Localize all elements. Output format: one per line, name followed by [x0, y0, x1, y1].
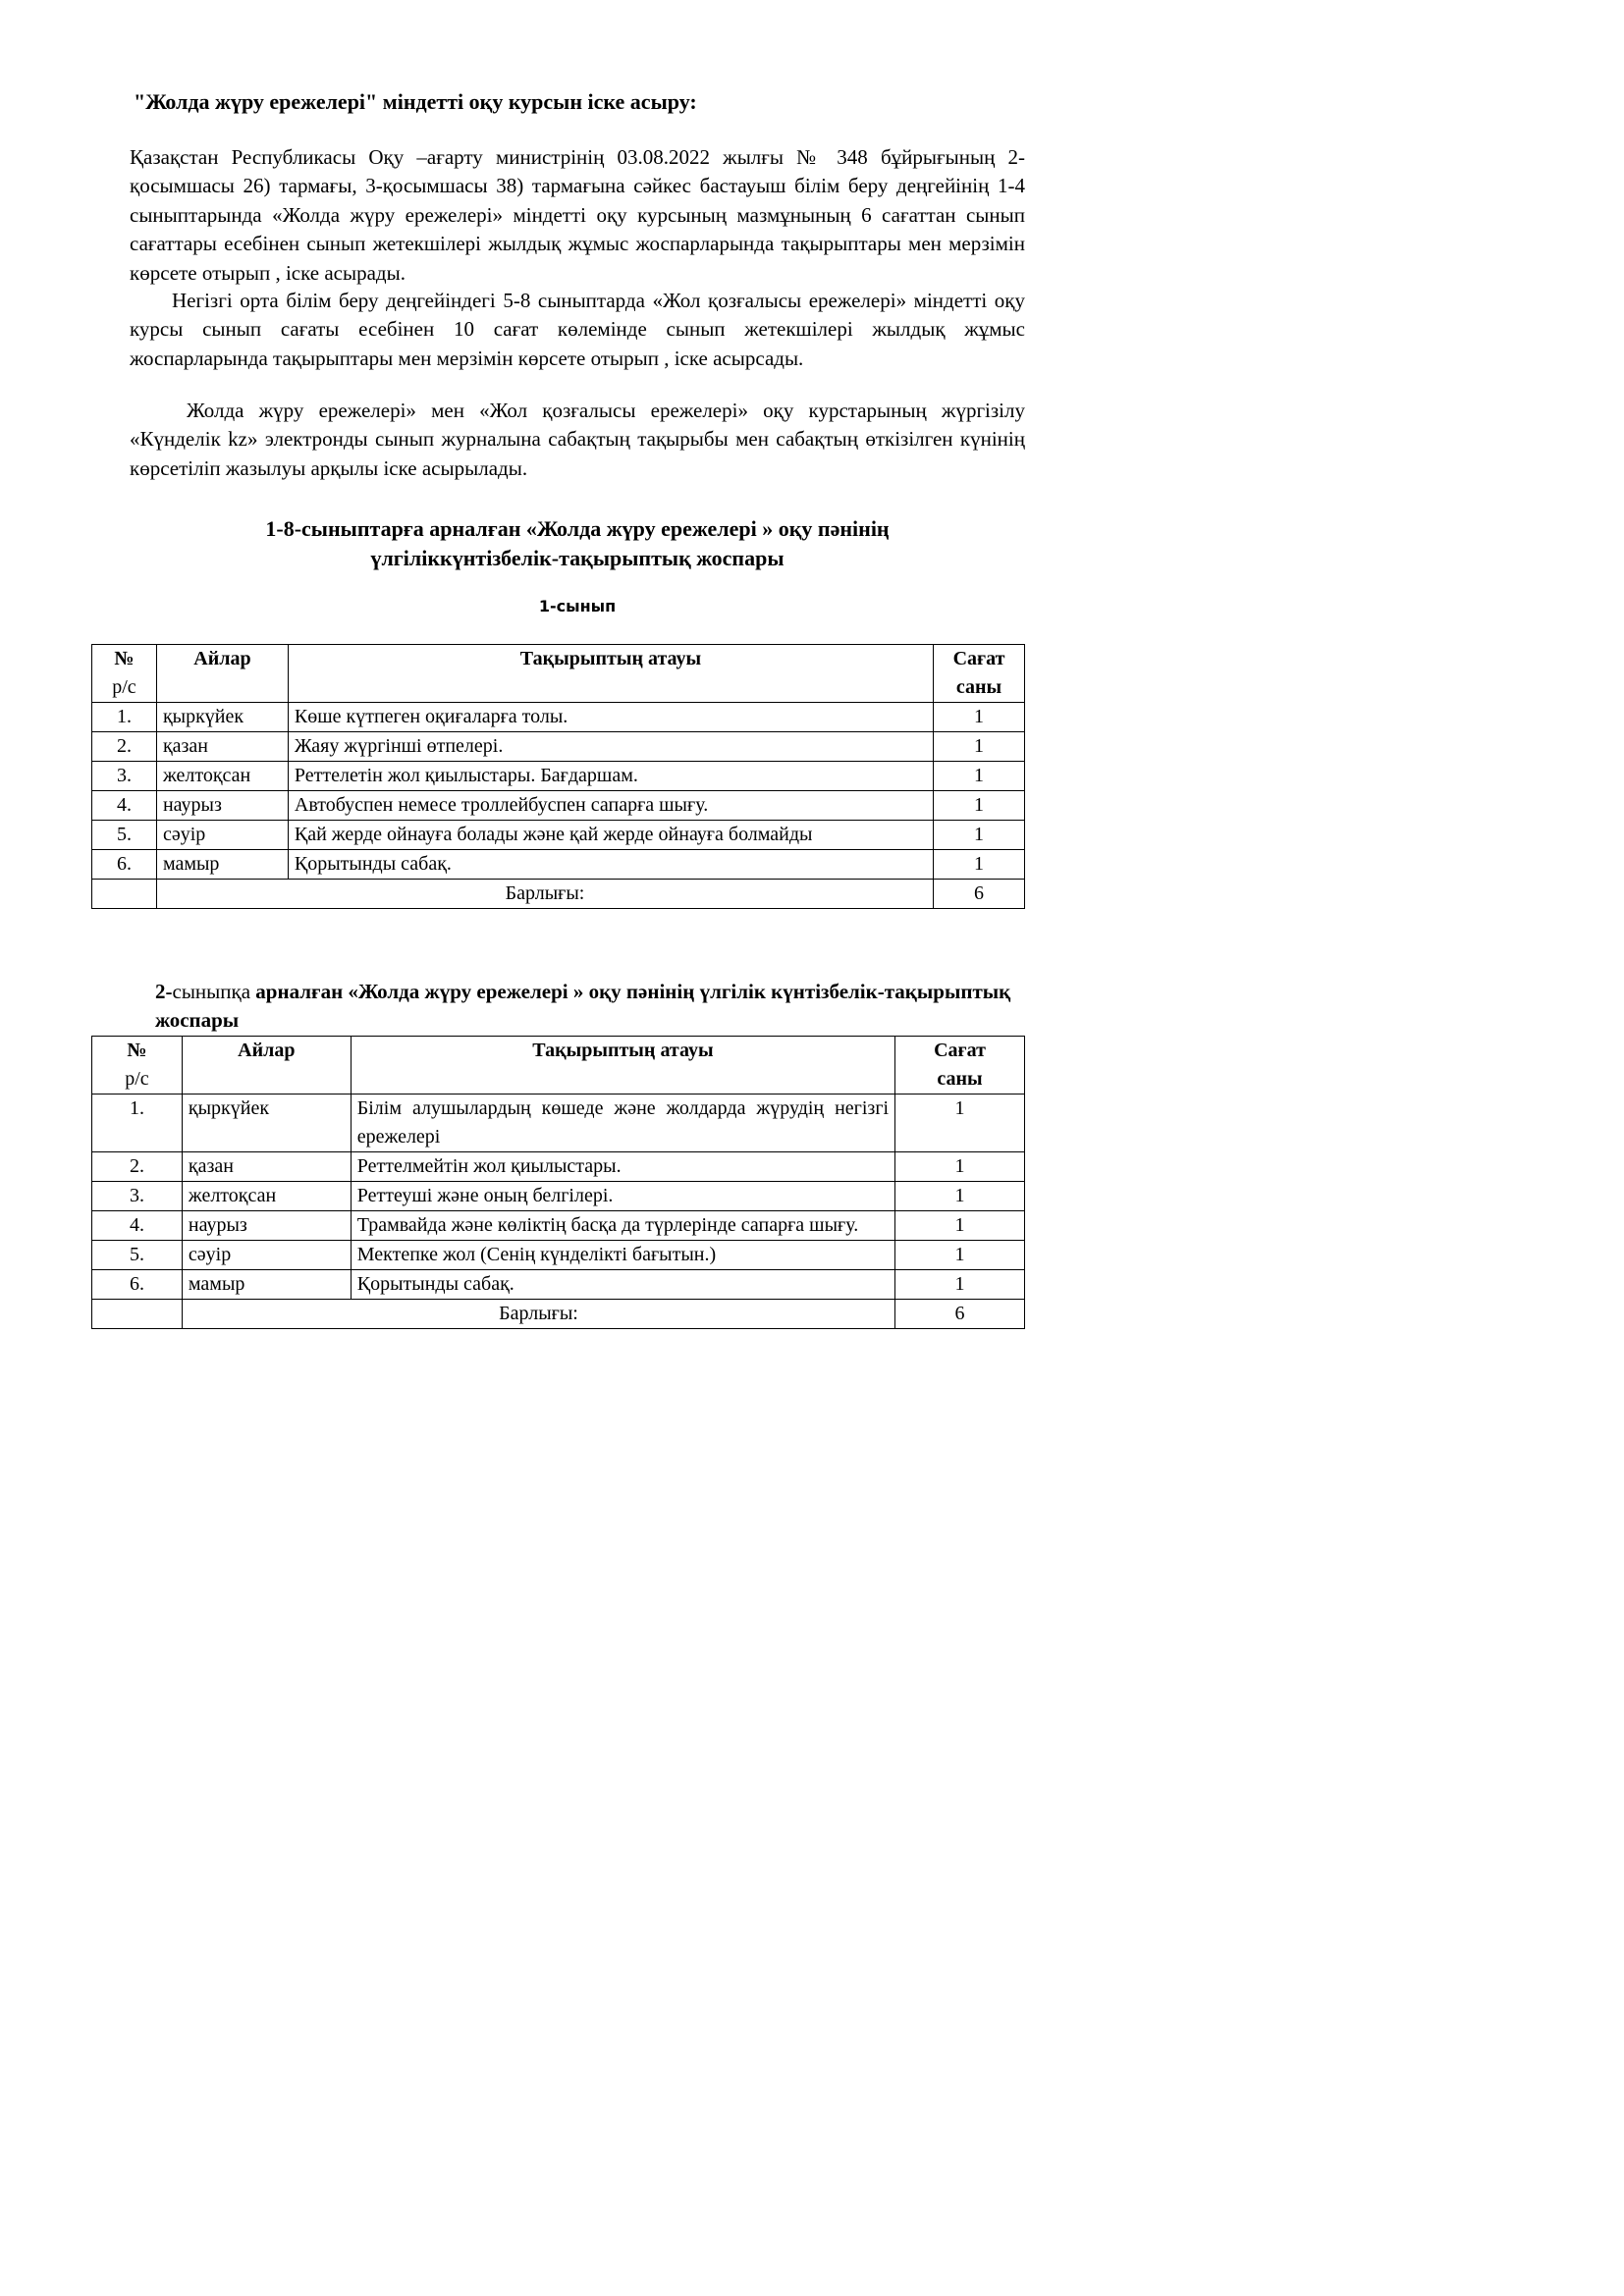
document-heading: "Жолда жүру ережелері" міндетті оқу курсын іске асыру:: [134, 89, 697, 114]
header-number-symbol: №: [127, 1040, 147, 1061]
row-hours: 1: [934, 850, 1025, 880]
row-month: сәуір: [182, 1241, 351, 1270]
grade2-plan-table: [91, 1036, 1025, 1329]
row-month: желтоқсан: [182, 1182, 351, 1211]
row-number: 5.: [92, 821, 157, 850]
plan-title-line2: үлгіліккүнтізбелік-тақырыптық жоспары: [370, 546, 785, 570]
header-month: Айлар: [182, 1037, 351, 1095]
row-hours: 1: [934, 821, 1025, 850]
header-topic: Тақырыптың атауы: [288, 645, 933, 703]
row-number: 4.: [92, 1211, 183, 1241]
row-topic: Трамвайда және көліктің басқа да түрлерінде сапарға шығу.: [351, 1211, 894, 1241]
total-empty-cell: [92, 880, 157, 909]
row-number: 3.: [92, 1182, 183, 1211]
header-number: [92, 1037, 183, 1095]
row-month: желтоқсан: [156, 762, 288, 791]
row-hours: 1: [895, 1152, 1025, 1182]
row-topic: Реттелетін жол қиылыстары. Бағдаршам.: [288, 762, 933, 791]
total-label: Барлығы:: [156, 880, 933, 909]
header-hours-line1: Сағат: [952, 648, 1005, 669]
table-row: [92, 1095, 1025, 1152]
table-header-row: [92, 645, 1025, 703]
row-topic: Қорытынды сабақ.: [351, 1270, 894, 1300]
grade1-label: 1-сынып: [538, 597, 617, 615]
table-row: [92, 1152, 1025, 1182]
table-row: [92, 703, 1025, 732]
total-empty-cell: [92, 1300, 183, 1329]
plan-title: [130, 514, 1025, 573]
row-month: қыркүйек: [156, 703, 288, 732]
row-hours: 1: [895, 1182, 1025, 1211]
total-value: 6: [895, 1300, 1025, 1329]
row-number: 5.: [92, 1241, 183, 1270]
paragraph-order-reference: Қазақстан Республикасы Оқу –ағарту министрінің 03.08.2022 жылғы № 348 бұйрығының 2-қосымшасы 26) тармағы, 3-қосымшасы 38) тармағына сәйкес бастауыш білім беру деңгейінің 1-4 сыныптарында «Жолда жүру ережелері» міндетті оқу курсының мазмұнының 6 сағаттан сынып сағаттары есебінен сынып жетекшілері жылдық жұмыс жоспарларында тақырыптары мен мерзімін көрсете отырып , іске асырады.: [130, 145, 1025, 285]
row-topic: Білім алушылардың көшеде және жолдарда жүрудің негізгі ережелері: [351, 1095, 894, 1152]
header-hours-line2: саны: [955, 676, 1002, 698]
table-row: [92, 850, 1025, 880]
table-row: [92, 1211, 1025, 1241]
paragraph-journal-entry: Жолда жүру ережелері» мен «Жол қозғалысы ережелері» оқу курстарының жүргізілу «Күнделік kz» электронды сынып журналына сабақтың тақырыбы мен сабақтың өткізілген күнінің көрсетіліп жазылуы арқылы іске асырылады.: [130, 399, 1025, 480]
row-month: мамыр: [182, 1270, 351, 1300]
header-number-abbr: р/с: [112, 676, 136, 698]
header-number-abbr: р/с: [125, 1068, 149, 1090]
table-row: [92, 1182, 1025, 1211]
table-row: [92, 732, 1025, 762]
table-total-row: [92, 1300, 1025, 1329]
document-page: [0, 0, 1080, 1527]
row-topic: Қай жерде ойнауға болады және қай жерде ойнауға болмайды: [288, 821, 933, 850]
grade1-plan-table: [91, 644, 1025, 909]
header-hours: [934, 645, 1025, 703]
row-topic: Жаяу жүргінші өтпелері.: [288, 732, 933, 762]
table-row: [92, 1241, 1025, 1270]
row-month: наурыз: [156, 791, 288, 821]
header-month: Айлар: [156, 645, 288, 703]
row-hours: 1: [895, 1095, 1025, 1152]
row-hours: 1: [934, 762, 1025, 791]
table-header-row: [92, 1037, 1025, 1095]
table-row: [92, 821, 1025, 850]
header-topic: Тақырыптың атауы: [351, 1037, 894, 1095]
row-month: қыркүйек: [182, 1095, 351, 1152]
row-number: 3.: [92, 762, 157, 791]
row-month: мамыр: [156, 850, 288, 880]
row-number: 1.: [92, 1095, 183, 1152]
row-topic: Қорытынды сабақ.: [288, 850, 933, 880]
grade2-caption-number: 2-: [155, 980, 173, 1003]
grade2-caption-grade: сыныпқа: [172, 980, 251, 1003]
total-value: 6: [934, 880, 1025, 909]
header-hours-line1: Сағат: [934, 1040, 986, 1061]
row-month: наурыз: [182, 1211, 351, 1241]
row-hours: 1: [895, 1241, 1025, 1270]
row-hours: 1: [934, 791, 1025, 821]
row-topic: Реттелмейтін жол қиылыстары.: [351, 1152, 894, 1182]
row-month: қазан: [182, 1152, 351, 1182]
row-hours: 1: [934, 732, 1025, 762]
row-number: 1.: [92, 703, 157, 732]
table-row: [92, 762, 1025, 791]
header-hours-line2: саны: [937, 1068, 983, 1090]
row-month: қазан: [156, 732, 288, 762]
header-number-symbol: №: [114, 648, 135, 669]
row-number: 6.: [92, 850, 157, 880]
table-total-row: [92, 880, 1025, 909]
table-row: [92, 1270, 1025, 1300]
row-month: сәуір: [156, 821, 288, 850]
row-topic: Автобуспен немесе троллейбуспен сапарға шығу.: [288, 791, 933, 821]
plan-title-line1: 1-8-сыныптарға арналған «Жолда жүру ережелері » оқу пәнінің: [265, 516, 890, 541]
row-topic: Мектепке жол (Сенің күнделікті бағытын.): [351, 1241, 894, 1270]
row-number: 2.: [92, 732, 157, 762]
row-hours: 1: [895, 1211, 1025, 1241]
row-topic: Реттеуші және оның белгілері.: [351, 1182, 894, 1211]
row-topic: Көше күтпеген оқиғаларға толы.: [288, 703, 933, 732]
row-hours: 1: [934, 703, 1025, 732]
header-hours: [895, 1037, 1025, 1095]
row-number: 2.: [92, 1152, 183, 1182]
paragraph-basic-secondary: Негізгі орта білім беру деңгейіндегі 5-8 сыныптарда «Жол қозғалысы ережелері» міндетті оқу курсы сынып сағаты есебінен 10 сағат көлемінде сынып жетекшілері жылдық жұмыс жоспарларында тақырыптары мен мерзімін көрсете отырып , іске асырсады.: [130, 289, 1025, 370]
header-number: [92, 645, 157, 703]
row-number: 4.: [92, 791, 157, 821]
grade2-caption-rest: арналған «Жолда жүру ережелері » оқу пәнінің үлгілік күнтізбелік-тақырыптық жоспары: [155, 980, 1011, 1032]
grade2-caption: [155, 978, 1025, 1035]
row-hours: 1: [895, 1270, 1025, 1300]
row-number: 6.: [92, 1270, 183, 1300]
total-label: Барлығы:: [182, 1300, 894, 1329]
table-row: [92, 791, 1025, 821]
